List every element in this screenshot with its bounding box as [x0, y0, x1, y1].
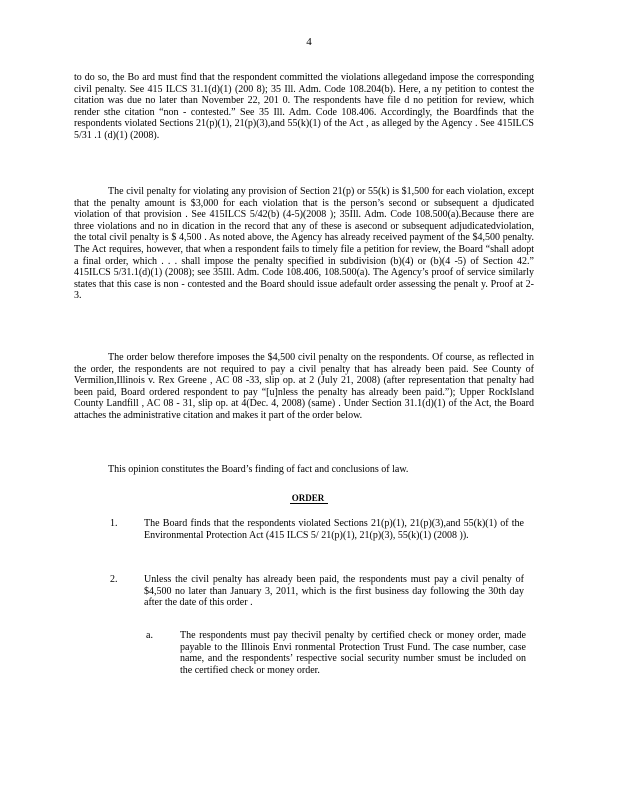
order-item-number: 2. — [110, 574, 118, 585]
order-heading — [0, 493, 618, 503]
order-heading-text: ORDER — [290, 493, 329, 504]
order-item-text: Unless the civil penalty has already been paid, the respondents must pay a civil penalty of $4,500 no later than January 3, 2011, which is the first business day following the 30th day after the date of this order . — [144, 574, 524, 609]
paragraph-3: The order below therefore imposes the $4,500 civil penalty on the respondents. Of course, as reflected in the order, the respondents are not required to pay a civil penalty that has already been paid. See County of Vermilion,Illinois v. Rex Greene , AC 08 -33, slip op. at 2 (July 21, 2008) (after representation that penalty had been paid, Board ordered respondent to pay “[u]nless the penalty has already been paid.”); Upper RockIsland County Landfill , AC 08 - 31, slip op. at 4(Dec. 4, 2008) (same) . Under Section 31.1(d)(1) of the Act, the Board attaches the administrative citation and makes it part of the order below. — [74, 352, 534, 421]
paragraph-2: The civil penalty for violating any provision of Section 21(p) or 55(k) is $1,500 for each violation, except that the penalty amount is $3,000 for each violation that is the person’s second or subsequent a djudicated violation of that provision . See 415ILCS 5/42(b) (4-5)(2008 ); 35Ill. Adm. Code 108.500(a).Because there are three violations and no in dication in the record that any of these is asecond or subsequent adjudicatedviolation, the total civil penalty is $ 4,500 . As noted above, the Agency has already received payment of the $4,500 penalty. The Act requires, however, that when a respondent fails to timely file a petition for review, the Board “shall adopt a final order, which . . . shall impose the penalty specified in subdivision (b)(4) or (b)(4 -5) of Section 42.” 415ILCS 5/31.1(d)(1) (2008); see 35Ill. Adm. Code 108.406, 108.500(a). The Agency’s proof of service similarly states that this case is non - contested and the Board should issue adefault order assessing the penalt y. Proof at 2-3. — [74, 186, 534, 302]
sub-item-letter: a. — [146, 630, 153, 641]
order-item-text: The Board finds that the respondents violated Sections 21(p)(1), 21(p)(3),and 55(k)(1) of the Environmental Protection Act (415 ILCS 5/ 21(p)(1), 21(p)(3), 55(k)(1) (2008 )). — [144, 518, 524, 541]
sub-item-text: The respondents must pay thecivil penalty by certified check or money order, made payable to the Illinois Envi ronmental Protection Trust Fund. The case number, case name, and the respondents’ respective social security number smust be included on the certified check or money order. — [180, 630, 526, 676]
order-item-number: 1. — [110, 518, 118, 529]
paragraph-4: This opinion constitutes the Board’s finding of fact and conclusions of law. — [108, 464, 409, 475]
paragraph-1: to do so, the Bo ard must find that the respondent committed the violations allegedand impose the corresponding civil penalty. See 415 ILCS 31.1(d)(1) (200 8); 35 Ill. Adm. Code 108.204(b). Here, a ny petition to contest the citation was due no later than November 22, 201 0. The respondents have file d no petition for review, which render sthe citation “non - contested.” See 35 Ill. Adm. Code 108.406. Accordingly, the Boardfinds that the respondents violated Sections 21(p)(1), 21(p)(3),and 55(k)(1) of the Act , as alleged by the Agency . See 415ILCS 5/31 .1 (d)(1) (2008). — [74, 72, 534, 141]
page-number: 4 — [306, 36, 312, 48]
